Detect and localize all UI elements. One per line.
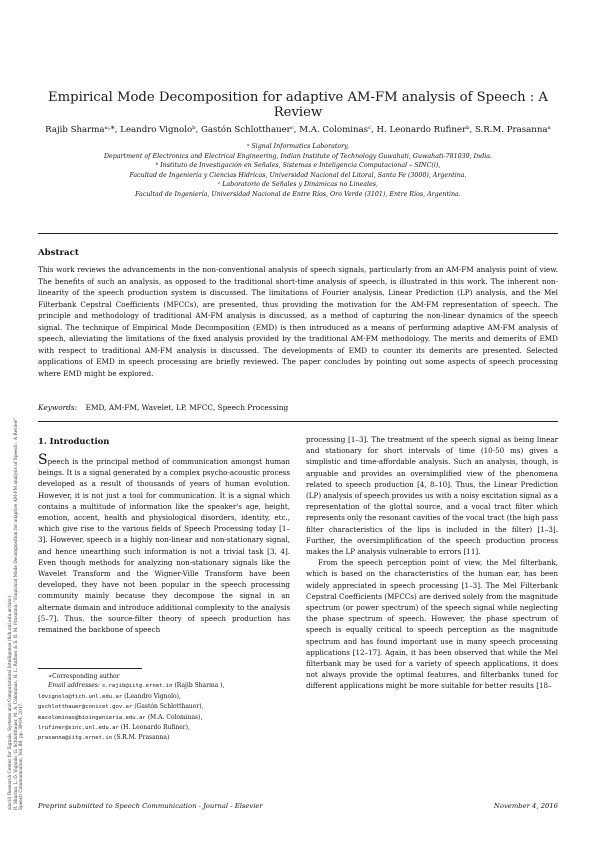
- email-row: [38, 723, 290, 733]
- affiliation-line: ᵇ Instituto de Investigación en Señales, Sistemas e Inteligencia Computacional – SINC(i),: [155, 162, 441, 170]
- side-citation: [8, 110, 25, 810]
- email-address[interactable]: lrufiner@sinc.unl.edu.ar: [38, 725, 119, 732]
- email-row: [38, 733, 290, 743]
- side-line-1: sinc(i) Research Center for Signals, Systems and Computational Intelligence (fich.unl.edu.ar/sinc): [8, 595, 13, 810]
- abstract-bottom-rule: [38, 421, 558, 422]
- email-owner: (Leandro Vignolo),: [124, 692, 181, 700]
- side-line-3: Speech Communication, Vol. 88, pp. 39-64, 2017.: [19, 702, 25, 810]
- email-row: [38, 702, 290, 712]
- side-line-2: R. Sharma, L. D. Vignolo, G. Schlotthauer, M. A. Colominas, H. L. Rufiner & S. R. M. Prasanna; "Empirical Mode Decomposition for adaptive AM-FM analysis of Speech : A Review": [13, 417, 19, 810]
- affiliation-line: Department of Electronics and Electrical Engineering, Indian Institute of Technology Guwahati, Guwahati-781039, India.: [103, 152, 493, 160]
- paper-title: Empirical Mode Decomposition for adaptive AM-FM analysis of Speech : A Review: [48, 90, 548, 120]
- intro-right-paragraph-2: From the speech perception point of view, the Mel filterbank, which is based on the characteristics of the human ear, has been widely appreciated in speech processing [1–3]. The Mel Filterbank Cepstral Coefficients (MFCCs) are derived solely from the magnitude spectrum (or power spectrum) of the speech signal while neglecting the phase spectrum of speech. However, the phase spectrum of speech is equally critical to speech perception as the magnitude spectrum and has found important use in many speech processing applications [12–17]. Again, it has been observed that while the Mel filterbank may be used for a variety of speech applications, it does not always provide the optimal features, and filterbanks tuned for different applications might be more suitable for better results [18–: [306, 558, 558, 691]
- email-owner: (H. Leonardo Rufiner),: [120, 724, 190, 732]
- affiliation-line: Facultad de Ingeniería, Universidad Nacional de Entre Ríos, Oro Verde (3101), Entre Ríos, Argentina.: [135, 190, 461, 198]
- affiliation-line: Facultad de Ingeniería y Ciencias Hídricas, Universidad Nacional del Litoral, Santa Fe (3000), Argentina.: [129, 171, 467, 179]
- affiliations: [38, 142, 558, 200]
- email-owner: (M.A. Colominas),: [147, 713, 203, 721]
- corresponding-author-note: ∗Corresponding author: [48, 673, 120, 680]
- intro-paragraph: [38, 452, 290, 635]
- drop-cap: S: [38, 452, 48, 468]
- abstract-text: This work reviews the advancements in the non-conventional analysis of speech signals, particularly from an AM-FM analysis point of view. The benefits of such an analysis, as opposed to the traditional short-time analysis of speech, is illustrated in this work. The inherent non-linearity of the speech production system is discussed. The limitations of Fourier analysis, Linear Prediction (LP) analysis, and the Mel Filterbank Cepstral Coefficients (MFCCs), are presented, thus providing the motivation for the AM-FM representation of speech. The principle and methodology of traditional AM-FM analysis is discussed, as a method of capturing the non-linear dynamics of the speech signal. The technique of Empirical Mode Decomposition (EMD) is then introduced as a means of performing adaptive AM-FM analysis of speech, alleviating the limitations of the fixed analysis provided by the traditional AM-FM methodology. The merits and demerits of EMD with respect to traditional AM-FM analysis is discussed. The developments of EMD to counter its demerits are presented. Selected applications of EMD in speech processing are briefly reviewed. The paper concludes by pointing out some aspects of speech processing where EMD might be explored.: [38, 265, 558, 378]
- intro-left-column: [38, 452, 290, 635]
- email-address[interactable]: prasanna@iitg.ernet.in: [38, 735, 113, 742]
- email-row: [38, 692, 290, 702]
- intro-right-column: [306, 434, 558, 692]
- affiliation-line: ᶜ Laboratorio de Señales y Dinámicas no Lineales,: [218, 181, 378, 189]
- footnote-rule: [38, 668, 142, 669]
- intro-right-paragraph-1: processing [1–3]. The treatment of the speech signal as being linear and stationary for short intervals of time (10-50 ms) gives a simplistic and time-affordable analysis. Such an analysis, though, is arguable and provides an oversimplified view of the phenomena related to speech production [4, 8–10]. Thus, the Linear Prediction (LP) analysis of speech provides us with a noisy excitation signal as a representation of the glottal source, and a vocal tract filter which represents only the resonant cavities of the vocal tract (the high pass filter characteristics of the lips is included in the filter) [1–3]. Further, the oversimplification of the speech production process makes the LP analysis vulnerable to errors [11].: [306, 435, 558, 557]
- abstract-top-rule: [38, 233, 558, 234]
- email-label: Email addresses:: [48, 682, 100, 690]
- keywords: [38, 403, 288, 412]
- email-address[interactable]: s.rajib@iitg.ernet.in: [101, 683, 173, 690]
- footer-journal: Preprint submitted to Speech Communication - Journal - Elsevier: [38, 802, 263, 810]
- keywords-list: EMD, AM-FM, Wavelet, LP, MFCC, Speech Processing: [85, 403, 289, 412]
- email-owner: (Rajib Sharma ),: [174, 682, 225, 690]
- keywords-label: Keywords:: [38, 403, 78, 412]
- affiliation-line: ᵃ Signal Informatics Laboratory,: [247, 143, 349, 150]
- email-row: [38, 713, 290, 723]
- email-owner: (Gastón Schlotthauer),: [134, 703, 204, 711]
- email-owner: (S.R.M. Prasanna): [114, 734, 170, 742]
- section-heading: 1. Introduction: [38, 436, 110, 446]
- footnotes: [38, 672, 290, 744]
- email-row: [38, 681, 290, 691]
- email-address[interactable]: gschlotthauer@conicet.gov.ar: [38, 704, 133, 711]
- footer-date: November 4, 2016: [493, 802, 558, 810]
- author-list: Rajib Sharmaᵃ˒*, Leandro Vignoloᵇ, Gastón Schlotthauerᶜ, M.A. Colominasᶜ, H. Leonardo Rufinerᵇ, S.R.M. Prasannaᵃ: [45, 125, 551, 135]
- email-address[interactable]: ldvignolo@fich.unl.edu.ar: [38, 693, 123, 700]
- email-address[interactable]: macolominas@bioingenieria.edu.ar: [38, 714, 146, 721]
- intro-left-text: peech is the principal method of communication amongst human beings. It is a signal generated by a complex psycho-acoustic process developed as a result of thousands of years of human evolution. However, it is not just a tool for communication. It is a signal which contains a multitude of information like the speaker's age, height, emotion, accent, health and physiological disorders, identity, etc., which give rise to the various fields of Speech Processing today [1–3]. However, speech is a highly non-linear and non-stationary signal, and hence unearthing such information is not a trivial task [3, 4]. Even though methods for analyzing non-stationary signals like the Wavelet Transform and the Wigner-Ville Transform have been developed, they have not been popular in the speech processing community mainly because they decompose the signal in an alternate domain and introduce additional complexity to the analysis [5–7]. Thus, the source-filter theory of speech production has remained the backbone of speech: [38, 457, 290, 635]
- abstract-heading: Abstract: [38, 248, 79, 258]
